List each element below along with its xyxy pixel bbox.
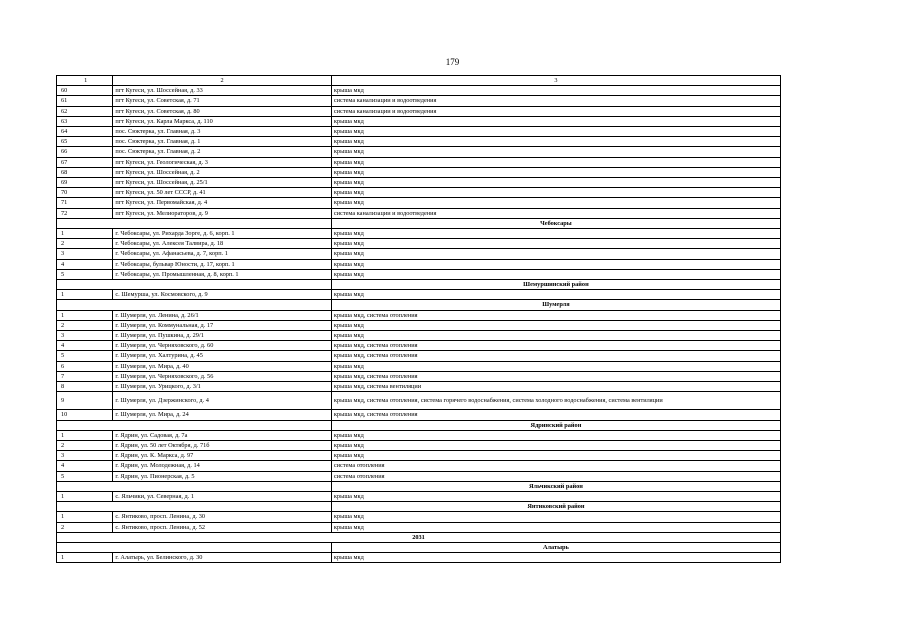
row-address: г. Чебоксары, ул. Алексея Талвира, д. 18 xyxy=(113,239,332,249)
row-address: пгт Кугеси, ул. Советская, д. 71 xyxy=(113,96,332,106)
row-address: пгт Кугеси, ул. Геологическая, д. 3 xyxy=(113,157,332,167)
page-number: 179 xyxy=(445,57,460,67)
row-works: крыша мкд xyxy=(331,137,780,147)
row-number: 71 xyxy=(57,198,113,208)
row-number: 4 xyxy=(57,259,113,269)
row-number: 60 xyxy=(57,86,113,96)
row-works: система канализации и водоотведения xyxy=(331,208,780,218)
row-works: крыша мкд xyxy=(331,522,780,532)
row-works: крыша мкд xyxy=(331,361,780,371)
row-works: крыша мкд xyxy=(331,451,780,461)
table-row xyxy=(57,522,781,532)
row-works: система канализации и водоотведения xyxy=(331,106,780,116)
row-address: г. Ядрин, ул. К. Маркса, д. 97 xyxy=(113,451,332,461)
table-row xyxy=(57,491,781,501)
row-address: с. Шемурша, ул. Космовского, д. 9 xyxy=(113,290,332,300)
row-address: г. Шумерля, ул. Ленина, д. 26/1 xyxy=(113,310,332,320)
table-row xyxy=(57,96,781,106)
row-works: крыша мкд xyxy=(331,198,780,208)
row-number: 1 xyxy=(57,290,113,300)
works-table-body xyxy=(57,76,781,563)
row-works: крыша мкд xyxy=(331,167,780,177)
table-row xyxy=(57,451,781,461)
row-works: крыша мкд xyxy=(331,229,780,239)
row-address: г. Шумерля, ул. Черняховского, д. 56 xyxy=(113,371,332,381)
row-number: 67 xyxy=(57,157,113,167)
table-row xyxy=(57,229,781,239)
row-works: крыша мкд xyxy=(331,512,780,522)
row-address: г. Чебоксары, ул. Рихарда Зорге, д. 6, корп. 1 xyxy=(113,229,332,239)
row-address: г. Шумерля, ул. Урицкого, д. 3/1 xyxy=(113,382,332,392)
table-row xyxy=(57,351,781,361)
table-row xyxy=(57,430,781,440)
section-empty-cell xyxy=(57,481,332,491)
table-row xyxy=(57,198,781,208)
row-number: 8 xyxy=(57,382,113,392)
section-row xyxy=(57,300,781,310)
row-works: крыша мкд xyxy=(331,553,780,563)
year-row xyxy=(57,532,781,542)
row-works: система канализации и водоотведения xyxy=(331,96,780,106)
row-number: 2 xyxy=(57,522,113,532)
row-address: пгт Кугеси, ул. Советская, д. 80 xyxy=(113,106,332,116)
table-row xyxy=(57,157,781,167)
section-empty-cell xyxy=(57,502,332,512)
row-number: 10 xyxy=(57,410,113,420)
table-row xyxy=(57,208,781,218)
row-number: 5 xyxy=(57,269,113,279)
row-address: г. Шумерля, ул. Дзержинского, д. 4 xyxy=(113,392,332,410)
row-works: крыша мкд xyxy=(331,269,780,279)
row-works: крыша мкд xyxy=(331,331,780,341)
section-empty-cell xyxy=(57,420,332,430)
row-number: 70 xyxy=(57,188,113,198)
section-title: Яльчикский район xyxy=(331,481,780,491)
table-row xyxy=(57,331,781,341)
table-row xyxy=(57,410,781,420)
row-works: крыша мкд xyxy=(331,188,780,198)
header-col-1: 1 xyxy=(57,76,113,86)
section-row xyxy=(57,481,781,491)
section-title: Шумерля xyxy=(331,300,780,310)
row-address: г. Алатырь, ул. Белинского, д. 30 xyxy=(113,553,332,563)
row-address: г. Ядрин, ул. 50 лет Октября, д. 71б xyxy=(113,440,332,450)
table-row xyxy=(57,188,781,198)
row-works: крыша мкд xyxy=(331,116,780,126)
row-address: г. Шумерля, ул. Мира, д. 24 xyxy=(113,410,332,420)
row-number: 64 xyxy=(57,127,113,137)
table-row xyxy=(57,127,781,137)
table-row xyxy=(57,461,781,471)
row-works: крыша мкд, система отопления xyxy=(331,371,780,381)
row-address: с. Янтиково, просп. Ленина, д. 30 xyxy=(113,512,332,522)
row-number: 5 xyxy=(57,351,113,361)
table-row xyxy=(57,371,781,381)
row-number: 1 xyxy=(57,491,113,501)
works-table xyxy=(56,75,781,563)
section-row xyxy=(57,218,781,228)
row-address: г. Чебоксары, бульвар Юности, д. 17, корп. 1 xyxy=(113,259,332,269)
section-row xyxy=(57,420,781,430)
row-number: 5 xyxy=(57,471,113,481)
row-address: пгт Кугеси, ул. Карла Маркса, д. 110 xyxy=(113,116,332,126)
table-header-row xyxy=(57,76,781,86)
row-address: г. Чебоксары, ул. Афанасьева, д. 7, корп. 1 xyxy=(113,249,332,259)
row-works: крыша мкд xyxy=(331,127,780,137)
row-works: крыша мкд, система отопления, система горячего водоснабжения, система холодного водоснабжения, система вентиляции xyxy=(331,392,780,410)
row-number: 66 xyxy=(57,147,113,157)
table-row xyxy=(57,86,781,96)
table-row xyxy=(57,382,781,392)
row-number: 72 xyxy=(57,208,113,218)
row-address: с. Янтиково, просп. Ленина, д. 52 xyxy=(113,522,332,532)
section-empty-cell xyxy=(57,542,332,552)
row-number: 3 xyxy=(57,451,113,461)
section-empty-cell xyxy=(57,280,332,290)
row-works: крыша мкд xyxy=(331,320,780,330)
table-row xyxy=(57,553,781,563)
table-row xyxy=(57,137,781,147)
section-title: Чебоксары xyxy=(331,218,780,228)
section-row xyxy=(57,280,781,290)
row-works: крыша мкд xyxy=(331,430,780,440)
row-works: крыша мкд xyxy=(331,290,780,300)
row-address: пгт Кугеси, ул. 50 лет СССР, д. 41 xyxy=(113,188,332,198)
table-row xyxy=(57,361,781,371)
row-works: крыша мкд, система отопления xyxy=(331,341,780,351)
row-number: 1 xyxy=(57,430,113,440)
row-number: 1 xyxy=(57,553,113,563)
row-address: г. Шумерля, ул. Мира, д. 40 xyxy=(113,361,332,371)
section-row xyxy=(57,502,781,512)
table-row xyxy=(57,106,781,116)
year-title: 2031 xyxy=(57,532,781,542)
header-col-3: 3 xyxy=(331,76,780,86)
table-row xyxy=(57,178,781,188)
table-row xyxy=(57,320,781,330)
row-works: крыша мкд xyxy=(331,259,780,269)
row-number: 1 xyxy=(57,229,113,239)
row-number: 9 xyxy=(57,392,113,410)
row-number: 69 xyxy=(57,178,113,188)
row-works: крыша мкд xyxy=(331,249,780,259)
row-address: г. Шумерля, ул. Пушкина, д. 29/1 xyxy=(113,331,332,341)
row-works: крыша мкд, система отопления xyxy=(331,310,780,320)
row-works: крыша мкд xyxy=(331,178,780,188)
header-col-2: 2 xyxy=(113,76,332,86)
row-works: система отопления xyxy=(331,471,780,481)
table-row xyxy=(57,310,781,320)
row-works: система отопления xyxy=(331,461,780,471)
row-number: 68 xyxy=(57,167,113,177)
row-works: крыша мкд, система вентиляции xyxy=(331,382,780,392)
table-row xyxy=(57,116,781,126)
row-works: крыша мкд xyxy=(331,491,780,501)
row-address: г. Ядрин, ул. Молодежная, д. 14 xyxy=(113,461,332,471)
row-works: крыша мкд xyxy=(331,86,780,96)
row-address: пос. Сюктерка, ул. Главная, д. 2 xyxy=(113,147,332,157)
table-row xyxy=(57,249,781,259)
row-number: 63 xyxy=(57,116,113,126)
row-number: 7 xyxy=(57,371,113,381)
row-address: пгт Кугеси, ул. Шоссейная, д. 2 xyxy=(113,167,332,177)
row-address: пгт Кугеси, ул. Первомайская, д. 4 xyxy=(113,198,332,208)
row-number: 6 xyxy=(57,361,113,371)
table-row xyxy=(57,341,781,351)
section-title: Янтиковский район xyxy=(331,502,780,512)
row-address: г. Шумерля, ул. Коммунальная, д. 17 xyxy=(113,320,332,330)
section-row xyxy=(57,542,781,552)
row-number: 2 xyxy=(57,239,113,249)
table-row xyxy=(57,147,781,157)
row-number: 2 xyxy=(57,320,113,330)
row-number: 1 xyxy=(57,310,113,320)
row-address: г. Ядрин, ул. Садовая, д. 7а xyxy=(113,430,332,440)
row-number: 62 xyxy=(57,106,113,116)
row-address: г. Ядрин, ул. Пионерская, д. 5 xyxy=(113,471,332,481)
row-works: крыша мкд, система отопления xyxy=(331,410,780,420)
row-address: пгт Кугеси, ул. Шоссейная, д. 25/1 xyxy=(113,178,332,188)
row-works: крыша мкд xyxy=(331,147,780,157)
table-row xyxy=(57,290,781,300)
table-row xyxy=(57,392,781,410)
table-row xyxy=(57,471,781,481)
row-address: г. Шумерля, ул. Черняховского, д. 60 xyxy=(113,341,332,351)
table-row xyxy=(57,512,781,522)
row-address: пгт Кугеси, ул. Шоссейная, д. 33 xyxy=(113,86,332,96)
table-row xyxy=(57,269,781,279)
section-title: Шемуршинский район xyxy=(331,280,780,290)
section-empty-cell xyxy=(57,300,332,310)
row-works: крыша мкд xyxy=(331,440,780,450)
table-row xyxy=(57,239,781,249)
row-works: крыша мкд, система отопления xyxy=(331,351,780,361)
table-row xyxy=(57,259,781,269)
row-works: крыша мкд xyxy=(331,157,780,167)
row-number: 4 xyxy=(57,341,113,351)
row-address: г. Шумерля, ул. Халтурина, д. 45 xyxy=(113,351,332,361)
table-row xyxy=(57,440,781,450)
row-number: 4 xyxy=(57,461,113,471)
row-address: пос. Сюктерка, ул. Главная, д. 1 xyxy=(113,137,332,147)
row-number: 65 xyxy=(57,137,113,147)
row-address: пос. Сюктерка, ул. Главная, д. 3 xyxy=(113,127,332,137)
section-empty-cell xyxy=(57,218,332,228)
row-address: с. Яльчики, ул. Северная, д. 1 xyxy=(113,491,332,501)
section-title: Алатырь xyxy=(331,542,780,552)
row-address: пгт Кугеси, ул. Мелиораторов, д. 9 xyxy=(113,208,332,218)
row-number: 61 xyxy=(57,96,113,106)
row-number: 3 xyxy=(57,331,113,341)
row-address: г. Чебоксары, ул. Промышленная, д. 8, корп. 1 xyxy=(113,269,332,279)
table-row xyxy=(57,167,781,177)
row-number: 1 xyxy=(57,512,113,522)
row-works: крыша мкд xyxy=(331,239,780,249)
section-title: Ядринский район xyxy=(331,420,780,430)
row-number: 2 xyxy=(57,440,113,450)
row-number: 3 xyxy=(57,249,113,259)
